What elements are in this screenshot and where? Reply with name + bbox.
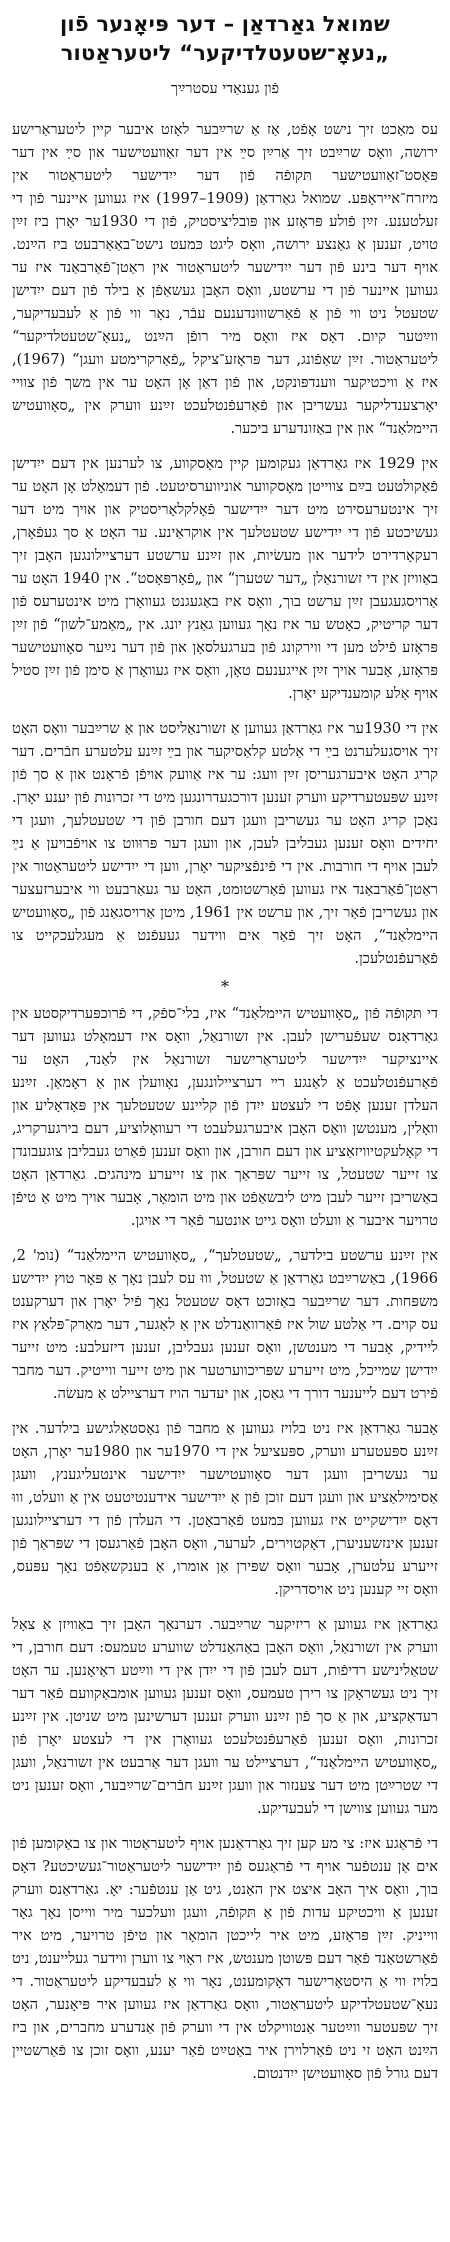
article-paragraph: אין די 1930ער איז גאַרדאַן געווען אַ זשורנאַליסט און אַ שרײַבער וואָס האָט זיך אויסגעלערנט בײַ די אַלטע קלאַסיקער און בײַ זײַנע עלטערע חבֿרים. דער קריג האָט איבערגעריסן זײַן וועג: ער איז אַוועק אויפֿן פֿראָנט און אַ סך פֿון זײַנע שפּעטערדיקע ווערק זענען דורכגעדרונגען מיט די זכרונות פֿון יענע יאָרן. נאָכן קריג האָט ער געשריבן וועגן דעם חורבן פֿון די שטעטלעך, וועגן די יחידים וואָס זענען געבליבן לעבן, און וועגן דער פּרוּווט צו אויפֿבויען אַ נײַ לעבן אויף די חורבות. אין די פֿינפֿציקער יאָרן, ווען די ייִדישע ליטעראַטור אין ראַטן־פֿאַרבאַנד איז געווען פֿאַרשטומט, האָט ער געאַרבעט ווי איבערזעצער און געשריבן פֿאַר זיך, און ערשט אין 1961, מיטן אַרויסגאַנג פֿון „סאָוועטיש היימלאַנד“, האָט זיך פֿאַר אים ווידער געעפֿנט אַ מעגלעכקייט צו פֿאַרעפֿנטלעכן. <box>12 720 438 967</box>
article-title: שמואל גאַרדאַן – דער פּיאָנער פֿון „נעאָ־שטעטלדיקער“ ליטעראַטור <box>60 12 390 65</box>
section-divider: * <box>221 977 229 996</box>
article-paragraph: אין 1929 איז גאַרדאַן געקומען קיין מאָסקווע, צו לערנען אין דעם ייִדישן פֿאַקולטעט בײַם צווייטן מאָסקווער אוניווערסיטעט. פֿון דעמאָלט אָן האָט ער זיך אינטערעסירט מיט דער ייִדישער פֿאָלקלאָריסטיק און אויך מיט דער געשיכטע פֿון די ייִדישע שטעטלעך אין אוקראַינע. ער האָט אַ סך געפֿאָרן, רעקאָרדירט לידער און מעשׂיות, און זײַנע ערשטע דערציילונגען האָבן זיך באַוויזן אין די זשורנאַלן „דער שטערן“ און „פֿאָרפּאָסט“. אין 1940 האָט ער אַרויסגעגעבן זײַן ערשט בוך, וואָס איז באַגעגנט געוואָרן מיט אינטערעס פֿון דער קריטיק, כאָטש ער איז נאָך געווען גאַנץ יונג. אין „מאַמע־לשון“ פֿון זײַן פּראָזע פֿילט מען די ווירקונג פֿון בערגעלסאָן און פֿון דער נײַער סאָוועטישער פּראָזע, אָבער אויך זײַן אייגענעם טאָן, וואָס איז געוואָרן אַ סימן פֿון זײַן סטיל אויף אַלע קומענדיקע יאָרן. <box>12 455 439 702</box>
article-page <box>12 10 438 2097</box>
article-paragraph: עס מאַכט זיך נישט אָפֿט, אַז אַ שרײַבער לאָזט איבער קיין ליטעראַרישע ירושה, וואָס שרײַבט זיך אַרײַן סײַ אין דער זאַװעטישער און סײַ אין דער פּאָסט־זאַװעטישער תּקופֿה פֿון דער ייִדישער ליטעראַטור אין מיזרח־אייראָפּע. שמואל גאַרדאַן (1909–1997) איז געווען איינער פֿון די זעלטענע. זײַן פֿולע פּראָזע און פּובליציסטיק, פֿון די 1930ער יאָרן ביז זײַן טויט, זענען אַ גאַנצע ירושה, וואָס ליגט כּמעט נישט־באַאַרבעט ביז הײַנט. אויף דער בינע פֿון דער ייִדישער ליטעראַטור אין ראַטן־פֿאַרבאַנד איז ער געווען איינער פֿון די ערשטע, וואָס האָבן געשאַפֿן אַ בילד פֿון דעם ייִדישן שטעטל ניט ווי פֿון אַ פֿאַרשוווּנדענעם עבֿר, נאָר ווי פֿון אַ לעבעדיקער, ווײַטער קיום. דאָס איז וואָס מיר רופֿן הײַנט „נעאָ־שטעטלדיקער“ ליטעראַטור. זײַן שאַפֿונג, דער פּראָזע־ציקל „פֿאַרקרימטע וועגן“ (1967), איז אַ וויכטיקער ווענדפּונקט, און פֿון דאַן אָן האָט ער אין משך פֿון צוויי יאָרצענדליקער געשריבן און פֿאַרעפֿנטלעכט זײַנע ווערק אין „סאָוועטיש היימלאַנד“ און אין באַזונדערע ביכער. <box>12 121 438 437</box>
article-byline: פֿון גענאַדי עסטרײַך <box>170 81 280 97</box>
article-body <box>12 118 438 2085</box>
article-paragraph: די פֿראַגע איז: צי מע קען זיך גאַרדאַנען אויף ליטעראַטור און צו באַקומען פֿון אים אַן ענטפֿער אויף די פֿראַגעס פֿון ייִדישער ליטעראַטור־געשיכטע? דאָס בוך, וואָס איך האָב איצט אין האַנט, גיט אַן ענטפֿער: יאָ. גאַרדאַנס ווערק זענען אַ וויכטיקע עדות פֿון אַ תּקופֿה, וועגן וועלכער מיר ווייסן נאָך גאָר ווייניק. זײַן פּראָזע, מיט איר לייכטן הומאָר און טיפֿן טרויער, מיט איר פֿאַרשטאַנד פֿאַר דעם פּשוטן מענטש, איז ראָוי צו ווערן ווידער געלייענט, ניט בלויז ווי אַ היסטאָרישער דאָקומענט, נאָר ווי אַ לעבעדיקע ליטעראַטור. די נעאָ־שטעטלדיקע ליטעראַטור, וואָס גאַרדאַן איז געווען איר פּיאָנער, האָט זיך שפּעטער ווײַטער אַנטוויקלט אין די ווערק פֿון אַנדערע מחברים, און ביז הײַנט האָט זי ניט פֿאַרלוירן איר באַטײַט פֿאַר יענע, וואָס זוכן צו פֿאַרשטיין דעם גורל פֿון סאָוועטישן ייִדנטום. <box>12 1835 438 2082</box>
article-paragraph: אָבער גאַרדאַן איז ניט בלויז געווען אַ מחבר פֿון נאָסטאַלגישע בילדער. אין זײַנע ספּעטערע ווערק, ספּעציעל אין די 1970ער און 1980ער יאָרן, האָט ער געשריבן וועגן דער סאָוועטישער ייִדישער אינטעליגענץ, וועגן אַסימילאַציע און וועגן דעם זוכן פֿון אַ ייִדישער אידענטיטעט אין אַ וועלט, וווּ דאָס ייִדישקייט איז געווען כּמעט פֿאַרבאָטן. די העלדן פֿון די דערציילונגען זענען אינזשעניערן, דאָקטוירים, לערער, וואָס האָבן פֿאַרגעסן די שפּראַך פֿון זייערע עלטערן, אָבער וואָס שפּירן אַן אומרו, אַ בענקשאַפֿט נאָך עפּעס, וואָס זיי קענען ניט אויסדריקן. <box>12 1420 438 1598</box>
article-paragraph: די תּקופֿה פֿון „סאָוועטיש היימלאַנד“ איז, בלי־ספֿק, די פֿרוכפּערדיקסטע אין גאַרדאַנס שעפֿערישן לעבן. אין זשורנאַל, וואָס איז דעמאָלט געווען דער איינציקער ייִדישער ליטעראַרישער זשורנאַל אין לאַנד, האָט ער פֿאַרעפֿנטלעכט אַ לאַנגע רײ דערציילונגען, נאָוועלן און אַ ראָמאַן. זײַנע העלדן זענען אָפֿט די לעצטע ייִדן פֿון קליינע שטעטלעך אין פּאָדאָליע און וואָלין, מענטשן וואָס האָבן איבערגעלעבט די רעוואָלוציע, דעם בירגערקריג, די קאָלעקטיוויזאַציע און דעם חורבן, און וואָס זענען פֿאַרט געבליבן צוגעבונדן צו זייער שטעטל, צו זייער שפּראַך און צו זייערע מינהגים. גאַרדאַן האָט באַשריבן זייער לעבן מיט ליבשאַפֿט און מיט הומאָר, אָבער אויך מיט אַ טיפֿן טרויער איבער אַ וועלט וואָס גייט אונטער פֿאַר די אויגן. <box>12 1005 438 1229</box>
article-paragraph: גאַרדאַן איז געווען אַ ריזיקער שרײַבער. דערנאָך האָבן זיך באַוויזן אַ צאָל ווערק אין זשורנאַל, וואָס האָבן באַהאַנדלט שווערע טעמעס: דעם חורבן, די שטאַלינישע רדיפֿות, דעם לעבן פֿון די ייִדן אין די ווײַטע ראַיאָנען. ער האָט זיך ניט געשראָקן צו רירן טעמעס, וואָס זענען געווען אומבאַקוועם פֿאַר דער רעדאַקציע, און אַ סך פֿון זײַנע ווערק זענען דערשינען מיט שניטן. אין זײַנע זכרונות, וואָס זענען פֿאַרעפֿנטלעכט געוואָרן אין די לעצטע יאָרן פֿון „סאָוועטיש היימלאַנד“, דערציילט ער וועגן דער אַרבעט אין זשורנאַל, וועגן די שטרײַטן מיט דער צענזור און וועגן זײַנע חבֿרים־שרײַבער, וואָס זענען ניט מער געווען צווישן די לעבעדיקע. <box>12 1616 438 1817</box>
article-paragraph: אין זײַנע ערשטע בילדער, „שטעטלעך“, „סאָוועטיש היימלאַנד“ (נומ' 2, 1966), באַשרײַבט גאַרדאַן אַ שטעטל, וווּ עס לעבן נאָך אַ פּאָר טוץ ייִדישע משפּחות. דער שרײַבער באַזוכט דאָס שטעטל נאָך פֿיל יאָרן און דערקענט עס קוים. די אַלטע שול איז פֿאַרוואַנדלט אין אַ לאַגער, דער מאַרק־פּלאַץ איז ליידיק, אָבער די מענטשן, וואָס זענען געבליבן, זענען דיזעלבע: מיט זייער ייִדישן שמייכל, מיט זייערע שפּריכווערטער און מיט זייער ווייטיק. דער מחבר פֿירט דעם לייענער דורך די גאַסן, און יעדער הויז דערציילט אַ מעשׂה. <box>12 1247 438 1402</box>
